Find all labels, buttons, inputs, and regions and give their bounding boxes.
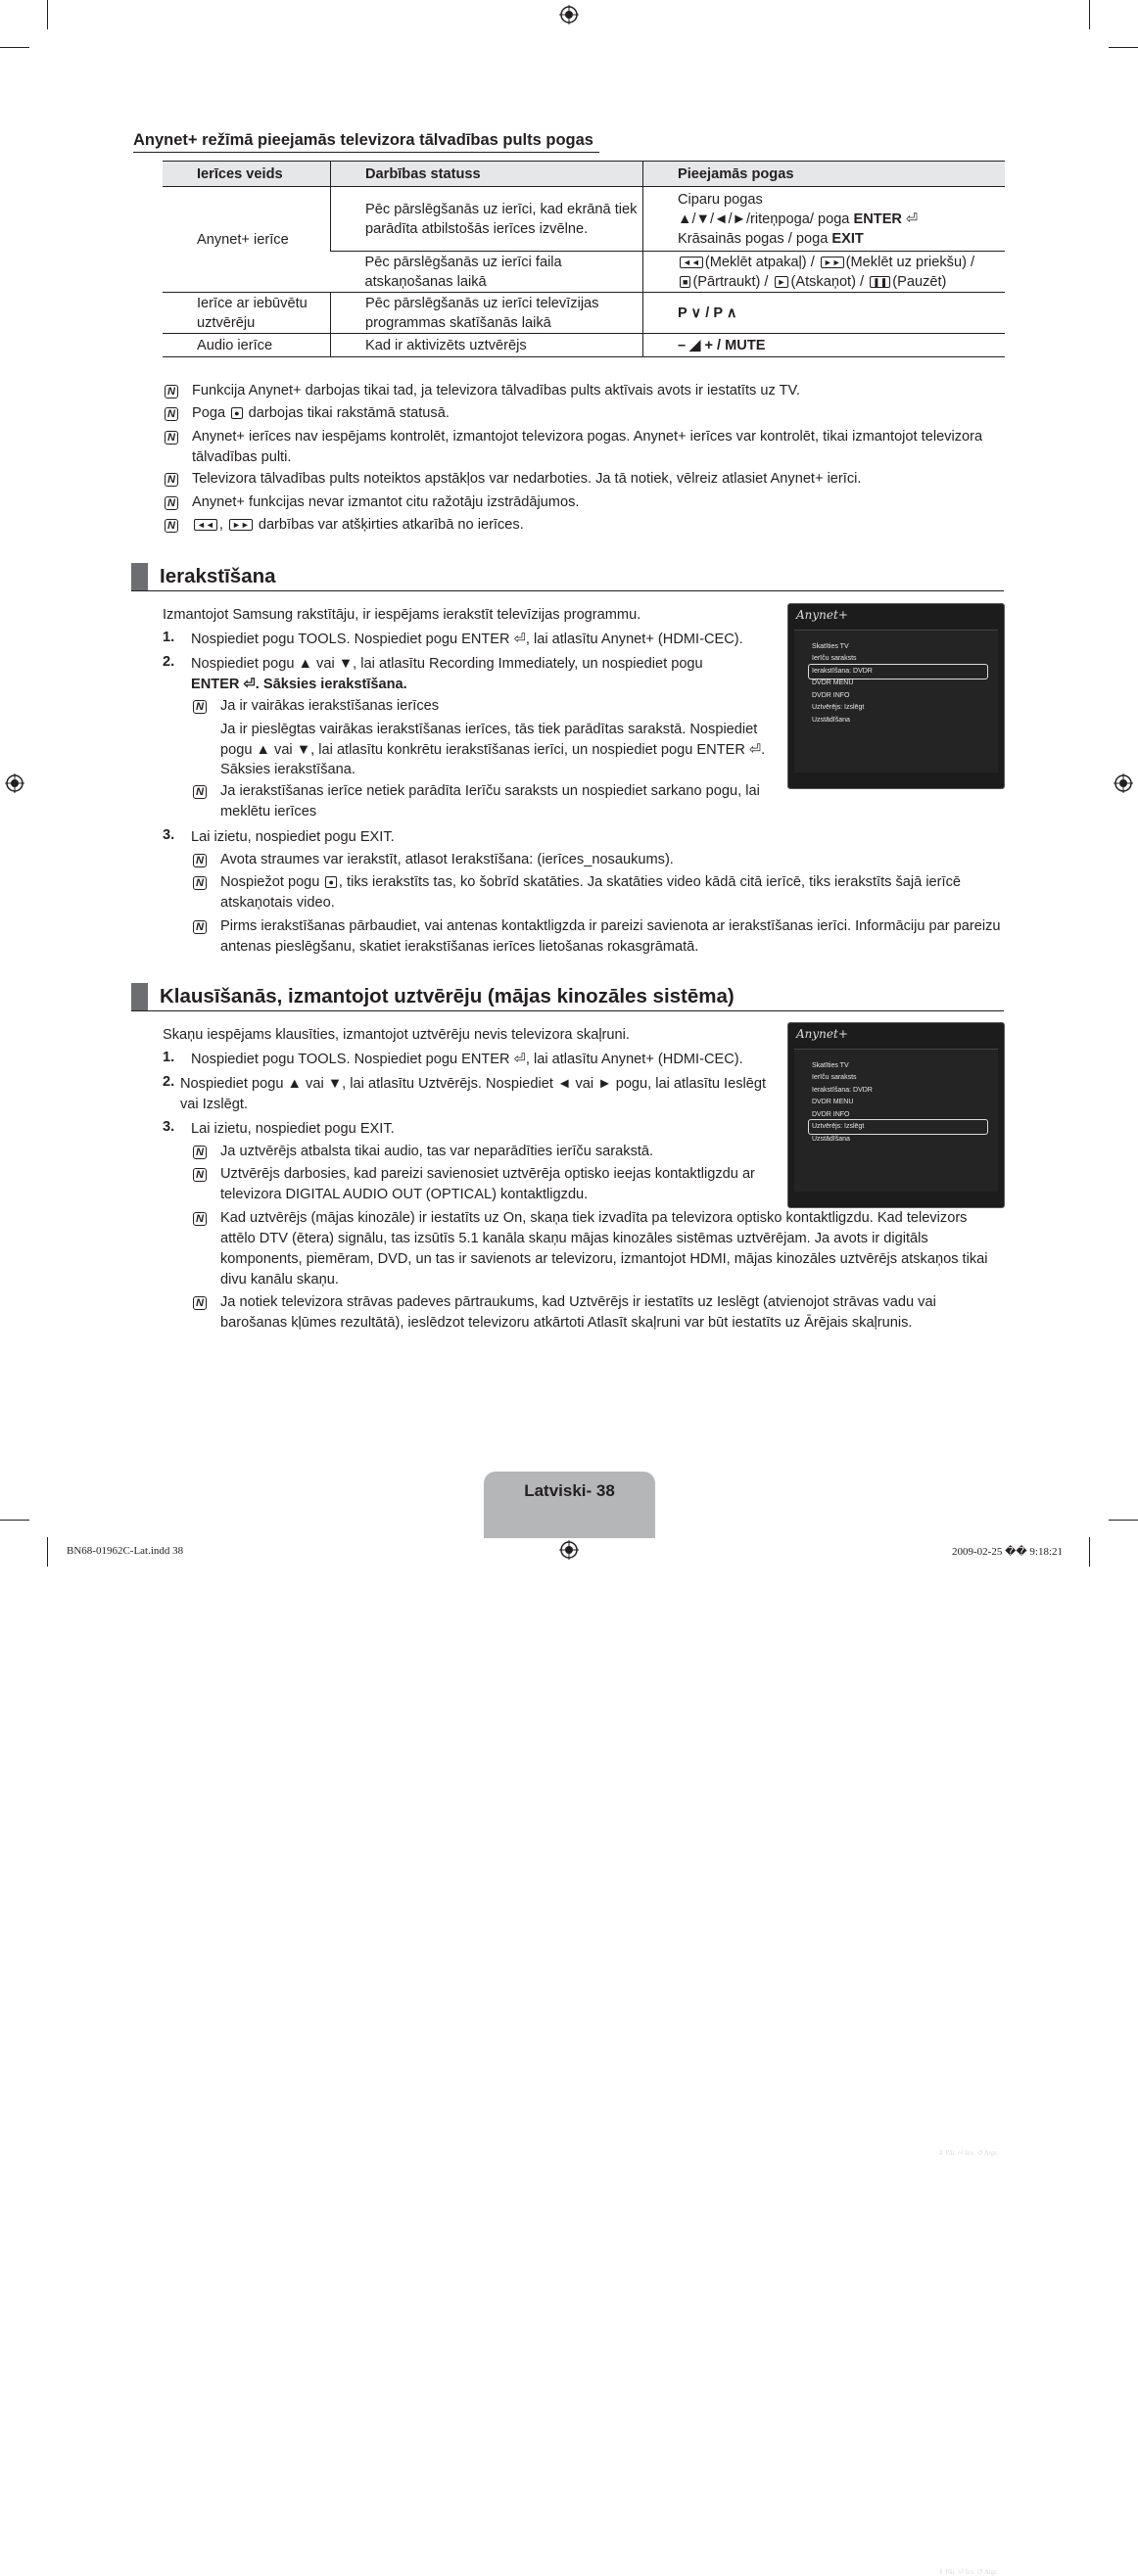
fast-forward-icon: ►► <box>821 257 844 268</box>
osd-menu-item: Uzstādīšana <box>812 1136 850 1143</box>
step: Lai izietu, nospiediet pogu EXIT. <box>191 1121 395 1137</box>
step-number: 2. <box>163 1074 175 1090</box>
crop-mark <box>47 1537 48 1567</box>
crop-mark <box>0 1520 29 1521</box>
rewind-icon: ◄◄ <box>680 257 703 268</box>
remote-buttons-table <box>163 161 1005 357</box>
crop-mark <box>1109 47 1138 48</box>
table-cell: Anynet+ ierīce <box>163 187 331 293</box>
paragraph: Skaņu iespējams klausīties, izmantojot uztvērēju nevis televizora skaļruni. <box>163 1027 630 1043</box>
osd-menu-item: Uztvērējs: Izslēgt <box>812 1123 865 1130</box>
osd-menu-item: Skatīties TV <box>812 1062 849 1069</box>
paragraph: Ja ir pieslēgtas vairākas ierakstīšanas ierīces, tās tiek parādītas sarakstā. Nospiediet pogu ▲ vai ▼, lai atlasītu konkrētu ierakstīšanas ierīci, un nospiediet pogu ENTER ⏎. Sāksies ierakstīšana. <box>220 722 766 777</box>
note-icon: N <box>165 473 178 487</box>
pause-icon: ❚❚ <box>870 276 890 288</box>
step-number: 1. <box>163 630 175 645</box>
note: N Uztvērējs darbosies, kad pareizi savienosiet uztvērēja optisko ieejas kontaktligzdu ar televizora DIGITAL AUDIO OUT (OPTICAL) kontaktligzdu. <box>193 1164 771 1205</box>
note: N Ja ir vairākas ierakstīšanas ierīces <box>193 696 771 717</box>
rewind-icon: ◄◄ <box>194 519 217 531</box>
table-cell: ◄◄ (Meklēt atpakaļ) / ►► (Meklēt uz priekšu) / ■ (Pārtraukt) / ► (Atskaņot) / ❚❚ (Pauzēt) <box>643 252 1006 293</box>
note: N Televizora tālvadības pults noteiktos apstākļos var nedarboties. Ja tā notiek, vēlreiz atlasiet Anynet+ ierīci. <box>165 469 1007 490</box>
note: N Funkcija Anynet+ darbojas tikai tad, ja televizora tālvadības pults aktīvais avots ir iestatīts uz TV. <box>165 381 1007 401</box>
step-number: 3. <box>163 1119 175 1135</box>
paragraph: Izmantojot Samsung rakstītāju, ir iespējams ierakstīt televīzijas programmu. <box>163 607 641 623</box>
registration-mark-icon <box>1114 773 1133 793</box>
note-icon: N <box>193 920 207 934</box>
step: ENTER ⏎. Sāksies ierakstīšana. <box>191 677 407 692</box>
footer-date: 2009-02-25 �� 9:18:21 <box>952 1546 1063 1558</box>
registration-mark-icon <box>559 1540 579 1560</box>
osd-menu-item: DVDR INFO <box>812 1111 850 1118</box>
note: N Avota straumes var ierakstīt, atlasot Ierakstīšana: (ierīces_nosaukums). <box>193 850 1006 870</box>
note-icon: N <box>193 1168 207 1182</box>
note: N ◄◄ , ►► darbības var atšķirties atkarībā no ierīces. <box>165 515 1007 536</box>
crop-mark <box>1089 0 1090 29</box>
section-heading: Ierakstīšana <box>131 563 276 590</box>
enter-icon: ⏎ <box>906 211 919 227</box>
fast-forward-icon: ►► <box>229 519 253 531</box>
table-cell: Ciparu pogas ▲/▼/◄/►/riteņpoga/ poga ENTER ⏎ Krāsainās pogas / poga EXIT <box>643 187 1006 252</box>
osd-menu-item: Ierīču saraksts <box>812 1074 857 1081</box>
section-heading: Klausīšanās, izmantojot uztvērēju (mājas kinozāles sistēma) <box>131 983 735 1010</box>
step-number: 3. <box>163 827 175 843</box>
step: Lai izietu, nospiediet pogu EXIT. <box>191 829 395 845</box>
registration-mark-icon <box>559 5 579 24</box>
table-cell: Audio ierīce <box>163 334 331 357</box>
crop-mark <box>0 47 29 48</box>
osd-menu-item: Ierakstīšana: DVDR <box>812 1087 873 1094</box>
table-cell: – ◢ + / MUTE <box>643 334 1006 357</box>
crop-mark <box>1089 1537 1090 1567</box>
note-icon: N <box>165 519 178 533</box>
note-icon: N <box>193 876 207 890</box>
note: N Ja notiek televizora strāvas padeves pārtraukums, kad Uztvērējs ir iestatīts uz Ieslēgt (atvienojot strāvas vadu vai barošanas kļūmes rezultātā), ieslēdzot televizoru atkārtoti Atlasīt skaļruni var būt iestatīts uz Ārējais skaļrunis. <box>193 1292 1006 1334</box>
anynet-osd-screen: Anynet+ Skatīties TV Ierīču saraksts Ierakstīšana: DVDR DVDR MENU DVDR INFO Uztvērējs: Izslēgt Uzstādīšana ⇕ Pār. ⏎ Iev. ↺ Atgr. <box>787 603 1005 789</box>
table-title: Anynet+ režīmā pieejamās televizora tālvadības pults pogas <box>133 131 599 153</box>
divider <box>131 590 1004 591</box>
footer-file: BN68-01962C-Lat.indd 38 <box>67 1545 184 1557</box>
osd-menu-item: Skatīties TV <box>812 643 849 650</box>
osd-menu-item: Uzstādīšana <box>812 717 850 724</box>
table-header: Darbības statuss <box>331 162 643 187</box>
step: Nospiediet pogu TOOLS. Nospiediet pogu ENTER ⏎, lai atlasītu Anynet+ (HDMI-CEC). <box>191 1052 743 1067</box>
table-cell: Pēc pārslēgšanās uz ierīci, kad ekrānā tiek parādīta atbilstošās ierīces izvēlne. <box>331 187 643 252</box>
page-number: Latviski- 38 <box>524 1481 615 1500</box>
note-icon: N <box>165 385 178 398</box>
record-icon: ● <box>325 876 336 888</box>
table-cell: Pēc pārslēgšanās uz ierīci faila atskaņošanas laikā <box>331 252 643 293</box>
play-icon: ► <box>775 276 789 288</box>
crop-mark <box>47 0 48 29</box>
note-icon: N <box>165 496 178 510</box>
step: Nospiediet pogu ▲ vai ▼, lai atlasītu Recording Immediately, un nospiediet pogu <box>191 656 703 672</box>
note: N Poga ● darbojas tikai rakstāmā statusā. <box>165 403 1007 424</box>
osd-menu-item: Uztvērējs: Izslēgt <box>812 704 865 711</box>
note: N Pirms ierakstīšanas pārbaudiet, vai antenas kontaktligzda ir pareizi savienota ar ierakstīšanas ierīci. Informāciju par pareizu antenas pieslēgšanu, skatiet ierakstīšanas ierīces lietošanas rokasgrāmatā. <box>193 916 1006 958</box>
divider <box>131 1010 1004 1011</box>
note: N Anynet+ ierīces nav iespējams kontrolēt, izmantojot televizora pogas. Anynet+ ierīces var kontrolēt, tikai izmantojot televizora tālvadības pulti. <box>165 427 1007 468</box>
anynet-logo: Anynet+ <box>796 608 848 622</box>
osd-menu-item: DVDR MENU <box>812 679 854 686</box>
registration-mark-icon <box>5 773 24 793</box>
table-cell: Ierīce ar iebūvētu uztvērēju <box>163 293 331 334</box>
note: N Kad uztvērējs (mājas kinozāle) ir iestatīts uz On, skaņa tiek izvadīta pa televizora optisko kontaktligzdu. Kad televizors attēlo DTV (ētera) signālu, tas izsūtīs 5.1 kanāla skaņu mājas kinozāles sistēmas uztvērējam. Ja avots ir digitāls komponents, piemēram, DVD, un tas ir savienots ar televizoru, izmantojot HDMI, mājas kinozāles uztvērējs atskaņos tikai divu kanālu skaņu. <box>193 1208 1006 1290</box>
step-number: 1. <box>163 1050 175 1065</box>
note-icon: N <box>193 1296 207 1310</box>
step: Nospiediet pogu TOOLS. Nospiediet pogu ENTER ⏎, lai atlasītu Anynet+ (HDMI-CEC). <box>191 632 743 647</box>
anynet-logo: Anynet+ <box>796 1027 848 1041</box>
note-icon: N <box>165 407 178 421</box>
step: Nospiediet pogu ▲ vai ▼, lai atlasītu Uztvērējs. Nospiediet ◄ vai ► pogu, lai atlasītu Ieslēgt vai Izslēgt. <box>180 1076 767 1112</box>
record-icon: ● <box>231 407 242 419</box>
osd-menu-item: DVDR MENU <box>812 1099 854 1105</box>
table-cell: P ∨ / P ∧ <box>643 293 1006 334</box>
note-icon: N <box>193 700 207 714</box>
table-cell: Pēc pārslēgšanās uz ierīci televīzijas programmas skatīšanās laikā <box>331 293 643 334</box>
note-icon: N <box>193 1146 207 1159</box>
table-header: Ierīces veids <box>163 162 331 187</box>
note: N Ja ierakstīšanas ierīce netiek parādīta Ierīču saraksts un nospiediet sarkano pogu, lai meklētu ierīces <box>193 781 771 822</box>
osd-menu-item: Ierīču saraksts <box>812 655 857 662</box>
table-cell: Kad ir aktivizēts uztvērējs <box>331 334 643 357</box>
note: N Ja uztvērējs atbalsta tikai audio, tas var neparādīties ierīču sarakstā. <box>193 1142 771 1162</box>
note-icon: N <box>193 854 207 867</box>
osd-menu-item: Ierakstīšana: DVDR <box>812 668 873 675</box>
note-icon: N <box>193 785 207 799</box>
anynet-osd-screen: Anynet+ Skatīties TV Ierīču saraksts Ierakstīšana: DVDR DVDR MENU DVDR INFO Uztvērējs: Izslēgt Uzstādīšana ⇕ Pār. ⏎ Iev. ↺ Atgr. <box>787 1022 1005 1208</box>
note: N Anynet+ funkcijas nevar izmantot citu ražotāju izstrādājumos. <box>165 492 1007 513</box>
table-header: Pieejamās pogas <box>643 162 1006 187</box>
note: N Nospiežot pogu ● , tiks ierakstīts tas, ko šobrīd skatāties. Ja skatāties video kādā citā ierīcē, tiks ierakstīts šajā ierīcē atskaņotais video. <box>193 872 1006 913</box>
note-icon: N <box>165 431 178 445</box>
note-icon: N <box>193 1212 207 1226</box>
step-number: 2. <box>163 654 175 670</box>
stop-icon: ■ <box>680 276 690 288</box>
osd-menu-item: DVDR INFO <box>812 692 850 699</box>
crop-mark <box>1109 1520 1138 1521</box>
